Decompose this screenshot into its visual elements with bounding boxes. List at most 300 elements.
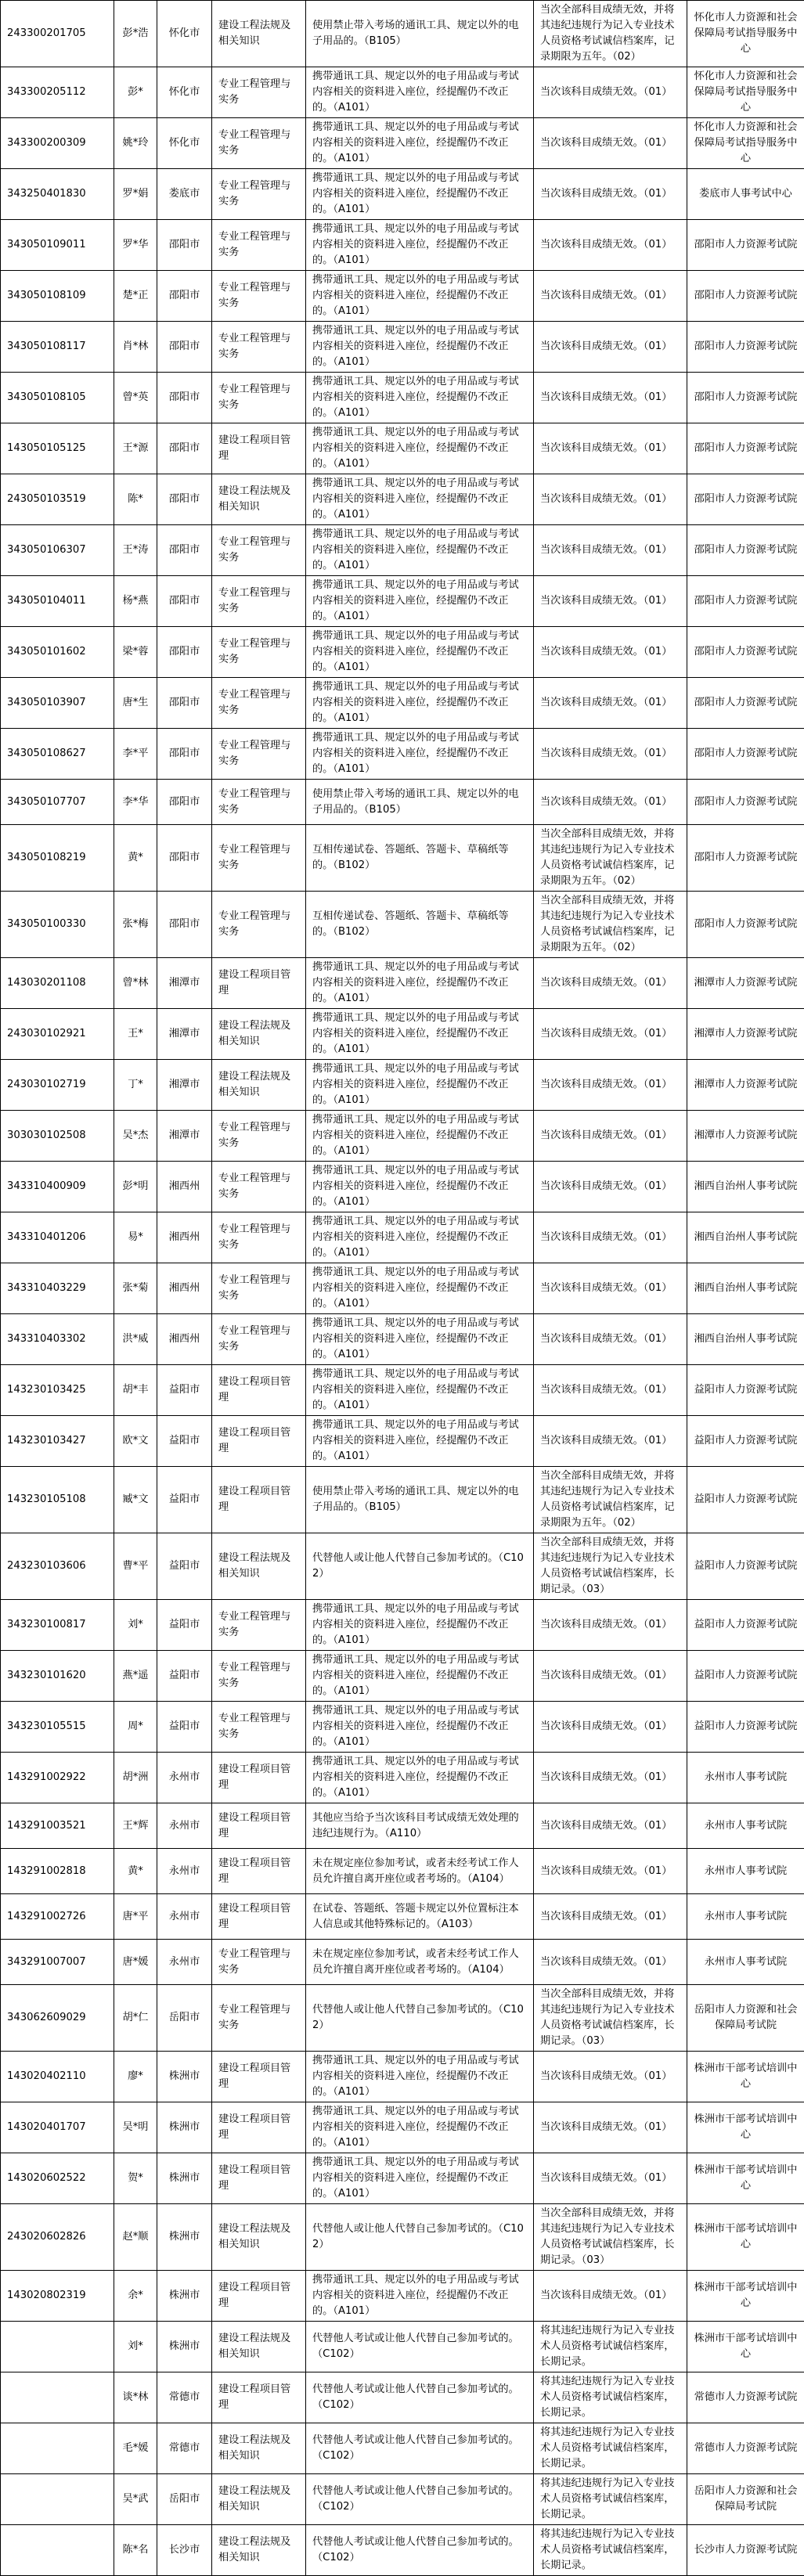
subject-cell: 专业工程管理与实务 [212, 271, 306, 322]
exam-id-cell: 343310401206 [1, 1212, 114, 1263]
table-row [1, 1753, 804, 1803]
exam-id-cell: 143020402110 [1, 2052, 114, 2102]
table-row [1, 2271, 804, 2322]
exam-authority-cell: 邵阳市人力资源考试院 [687, 220, 804, 271]
table-row [1, 678, 804, 729]
city-cell: 怀化市 [157, 67, 212, 118]
exam-authority-cell: 岳阳市人力资源和社会保障局考试院 [687, 2474, 804, 2525]
table-row [1, 2525, 804, 2576]
exam-authority-cell: 怀化市人力资源和社会保障局考试指导服务中心 [687, 1, 804, 67]
exam-id-cell: 343310403302 [1, 1314, 114, 1365]
violation-cell: 使用禁止带入考场的通讯工具、规定以外的电子用品的。（B105） [306, 780, 534, 825]
violation-cell: 携带通讯工具、规定以外的电子用品或与考试内容相关的资料进入座位，经提醒仍不改正的。（A101） [306, 67, 534, 118]
violation-cell: 在试卷、答题纸、答题卡规定以外位置标注本人信息或其他特殊标记的。（A103） [306, 1894, 534, 1940]
table-row [1, 2102, 804, 2153]
exam-id-cell [1, 2423, 114, 2474]
violation-cell: 互相传递试卷、答题纸、答题卡、草稿纸等的。（B102） [306, 892, 534, 958]
subject-cell: 专业工程管理与实务 [212, 1162, 306, 1212]
subject-cell: 专业工程管理与实务 [212, 525, 306, 576]
table-row [1, 2372, 804, 2423]
violation-cell: 代替他人或让他人代替自己参加考试的。（C102） [306, 1985, 534, 2052]
violation-cell: 携带通讯工具、规定以外的电子用品或与考试内容相关的资料进入座位，经提醒仍不改正的。（A101） [306, 576, 534, 627]
table-row [1, 220, 804, 271]
subject-cell: 建设工程项目管理 [212, 1849, 306, 1894]
exam-authority-cell: 怀化市人力资源和社会保障局考试指导服务中心 [687, 67, 804, 118]
city-cell: 益阳市 [157, 1651, 212, 1702]
exam-authority-cell: 湘潭市人力资源考试院 [687, 1009, 804, 1060]
penalty-cell: 当次该科目成绩无效。（01） [534, 1894, 687, 1940]
violation-cell: 携带通讯工具、规定以外的电子用品或与考试内容相关的资料进入座位，经提醒仍不改正的。（A101） [306, 1263, 534, 1314]
candidate-name-cell: 王*涛 [114, 525, 157, 576]
exam-id-cell: 243050103519 [1, 474, 114, 525]
penalty-cell: 当次该科目成绩无效。（01） [534, 1162, 687, 1212]
candidate-name-cell: 黄* [114, 825, 157, 892]
table-row [1, 322, 804, 373]
table-row [1, 892, 804, 958]
violation-cell: 携带通讯工具、规定以外的电子用品或与考试内容相关的资料进入座位，经提醒仍不改正的。（A101） [306, 169, 534, 220]
subject-cell: 专业工程管理与实务 [212, 1940, 306, 1985]
subject-cell: 专业工程管理与实务 [212, 1600, 306, 1651]
violation-cell: 代替他人考试或让他人代替自己参加考试的。（C102） [306, 2372, 534, 2423]
city-cell: 株洲市 [157, 2204, 212, 2271]
violation-cell: 使用禁止带入考场的通讯工具、规定以外的电子用品的。（B105） [306, 1, 534, 67]
exam-authority-cell: 益阳市人力资源考试院 [687, 1651, 804, 1702]
table-row [1, 958, 804, 1009]
exam-authority-cell: 永州市人事考试院 [687, 1803, 804, 1849]
exam-authority-cell: 株洲市干部考试培训中心 [687, 2204, 804, 2271]
table-row [1, 1009, 804, 1060]
city-cell: 株洲市 [157, 2052, 212, 2102]
penalty-cell: 将其违纪违规行为记入专业技术人员资格考试诚信档案库，长期记录。 [534, 2525, 687, 2576]
table-row [1, 1600, 804, 1651]
exam-authority-cell: 邵阳市人力资源考试院 [687, 892, 804, 958]
candidate-name-cell: 陈*名 [114, 2525, 157, 2576]
subject-cell: 建设工程法规及相关知识 [212, 1060, 306, 1111]
violation-cell: 携带通讯工具、规定以外的电子用品或与考试内容相关的资料进入座位，经提醒仍不改正的。（A101） [306, 1111, 534, 1162]
table-row [1, 373, 804, 423]
candidate-name-cell: 王*源 [114, 423, 157, 474]
table-row [1, 1212, 804, 1263]
table-row [1, 780, 804, 825]
candidate-name-cell: 肖*林 [114, 322, 157, 373]
candidate-name-cell: 彭*明 [114, 1162, 157, 1212]
exam-id-cell [1, 2322, 114, 2372]
violation-cell: 携带通讯工具、规定以外的电子用品或与考试内容相关的资料进入座位，经提醒仍不改正的。（A101） [306, 678, 534, 729]
penalty-cell: 当次该科目成绩无效。（01） [534, 1651, 687, 1702]
penalty-cell: 当次全部科目成绩无效，并将其违纪违规行为记入专业技术人员资格考试诚信档案库，记录期限为五年。（02） [534, 1, 687, 67]
city-cell: 邵阳市 [157, 576, 212, 627]
city-cell: 益阳市 [157, 1702, 212, 1753]
table-row [1, 1702, 804, 1753]
table-row [1, 1365, 804, 1416]
subject-cell: 建设工程法规及相关知识 [212, 2322, 306, 2372]
candidate-name-cell: 吴*杰 [114, 1111, 157, 1162]
subject-cell: 专业工程管理与实务 [212, 1651, 306, 1702]
table-row [1, 1940, 804, 1985]
penalty-cell: 当次全部科目成绩无效，并将其违纪违规行为记入专业技术人员资格考试诚信档案库，记录期限为五年。（02） [534, 825, 687, 892]
violation-cell: 代替他人考试或让他人代替自己参加考试的。（C102） [306, 2474, 534, 2525]
exam-authority-cell: 益阳市人力资源考试院 [687, 1702, 804, 1753]
exam-id-cell: 143291002818 [1, 1849, 114, 1894]
exam-id-cell [1, 2525, 114, 2576]
candidate-name-cell: 罗*华 [114, 220, 157, 271]
city-cell: 益阳市 [157, 1600, 212, 1651]
subject-cell: 专业工程管理与实务 [212, 373, 306, 423]
table-row [1, 118, 804, 169]
candidate-name-cell: 陈* [114, 474, 157, 525]
exam-authority-cell: 株洲市干部考试培训中心 [687, 2271, 804, 2322]
penalty-cell: 当次该科目成绩无效。（01） [534, 525, 687, 576]
violation-cell: 携带通讯工具、规定以外的电子用品或与考试内容相关的资料进入座位，经提醒仍不改正的。（A101） [306, 1162, 534, 1212]
city-cell: 邵阳市 [157, 271, 212, 322]
city-cell: 怀化市 [157, 118, 212, 169]
exam-authority-cell: 常德市人力资源考试院 [687, 2423, 804, 2474]
subject-cell: 专业工程管理与实务 [212, 1985, 306, 2052]
candidate-name-cell: 刘* [114, 1600, 157, 1651]
candidate-name-cell: 彭* [114, 67, 157, 118]
violations-table-body [1, 1, 804, 2576]
exam-authority-cell: 益阳市人力资源考试院 [687, 1533, 804, 1600]
violation-cell: 代替他人考试或让他人代替自己参加考试的。（C102） [306, 2423, 534, 2474]
city-cell: 长沙市 [157, 2525, 212, 2576]
exam-id-cell: 343050103907 [1, 678, 114, 729]
penalty-cell: 当次该科目成绩无效。（01） [534, 678, 687, 729]
subject-cell: 建设工程法规及相关知识 [212, 1, 306, 67]
candidate-name-cell: 罗*娟 [114, 169, 157, 220]
candidate-name-cell: 唐*媛 [114, 1940, 157, 1985]
penalty-cell: 当次该科目成绩无效。（01） [534, 627, 687, 678]
penalty-cell: 当次全部科目成绩无效，并将其违纪违规行为记入专业技术人员资格考试诚信档案库，长期记录。（03） [534, 2204, 687, 2271]
penalty-cell: 当次该科目成绩无效。（01） [534, 2052, 687, 2102]
violation-cell: 使用禁止带入考场的通讯工具、规定以外的电子用品的。（B105） [306, 1467, 534, 1533]
exam-id-cell: 243230103606 [1, 1533, 114, 1600]
exam-id-cell: 343050100330 [1, 892, 114, 958]
violation-cell: 携带通讯工具、规定以外的电子用品或与考试内容相关的资料进入座位，经提醒仍不改正的。（A101） [306, 1702, 534, 1753]
penalty-cell: 当次该科目成绩无效。（01） [534, 271, 687, 322]
subject-cell: 专业工程管理与实务 [212, 892, 306, 958]
city-cell: 常德市 [157, 2423, 212, 2474]
penalty-cell: 当次全部科目成绩无效，并将其违纪违规行为记入专业技术人员资格考试诚信档案库，长期记录。（03） [534, 1533, 687, 1600]
exam-authority-cell: 湘西自治州人事考试院 [687, 1212, 804, 1263]
subject-cell: 专业工程管理与实务 [212, 1212, 306, 1263]
exam-authority-cell: 永州市人事考试院 [687, 1849, 804, 1894]
subject-cell: 专业工程管理与实务 [212, 1702, 306, 1753]
exam-authority-cell: 湘潭市人力资源考试院 [687, 1060, 804, 1111]
violation-cell: 携带通讯工具、规定以外的电子用品或与考试内容相关的资料进入座位，经提醒仍不改正的。（A101） [306, 1060, 534, 1111]
violation-cell: 携带通讯工具、规定以外的电子用品或与考试内容相关的资料进入座位，经提醒仍不改正的。（A101） [306, 1753, 534, 1803]
subject-cell: 建设工程法规及相关知识 [212, 1533, 306, 1600]
exam-id-cell: 343300200309 [1, 118, 114, 169]
city-cell: 邵阳市 [157, 892, 212, 958]
candidate-name-cell: 曾*英 [114, 373, 157, 423]
table-row [1, 1467, 804, 1533]
exam-id-cell: 143230103427 [1, 1416, 114, 1467]
exam-id-cell: 143291003521 [1, 1803, 114, 1849]
penalty-cell: 当次该科目成绩无效。（01） [534, 1009, 687, 1060]
exam-id-cell: 143291002726 [1, 1894, 114, 1940]
exam-id-cell: 143030201108 [1, 958, 114, 1009]
city-cell: 永州市 [157, 1849, 212, 1894]
subject-cell: 专业工程管理与实务 [212, 825, 306, 892]
candidate-name-cell: 周* [114, 1702, 157, 1753]
exam-id-cell: 343230100817 [1, 1600, 114, 1651]
exam-authority-cell: 邵阳市人力资源考试院 [687, 322, 804, 373]
penalty-cell: 当次该科目成绩无效。（01） [534, 423, 687, 474]
violation-cell: 携带通讯工具、规定以外的电子用品或与考试内容相关的资料进入座位，经提醒仍不改正的。（A101） [306, 271, 534, 322]
exam-id-cell: 143020401707 [1, 2102, 114, 2153]
violation-cell: 未在规定座位参加考试，或者未经考试工作人员允许擅自离开座位或者考场的。（A104） [306, 1940, 534, 1985]
subject-cell: 建设工程法规及相关知识 [212, 2204, 306, 2271]
subject-cell: 专业工程管理与实务 [212, 322, 306, 373]
candidate-name-cell: 李*平 [114, 729, 157, 780]
subject-cell: 专业工程管理与实务 [212, 118, 306, 169]
penalty-cell: 当次该科目成绩无效。（01） [534, 1803, 687, 1849]
candidate-name-cell: 王* [114, 1009, 157, 1060]
subject-cell: 建设工程法规及相关知识 [212, 2474, 306, 2525]
city-cell: 邵阳市 [157, 373, 212, 423]
exam-authority-cell: 邵阳市人力资源考试院 [687, 271, 804, 322]
subject-cell: 建设工程项目管理 [212, 958, 306, 1009]
table-row [1, 1314, 804, 1365]
subject-cell: 专业工程管理与实务 [212, 678, 306, 729]
table-row [1, 2153, 804, 2204]
candidate-name-cell: 刘* [114, 2322, 157, 2372]
exam-id-cell: 343050106307 [1, 525, 114, 576]
exam-id-cell: 143050105125 [1, 423, 114, 474]
table-row [1, 169, 804, 220]
candidate-name-cell: 曾*林 [114, 958, 157, 1009]
city-cell: 株洲市 [157, 2271, 212, 2322]
exam-authority-cell: 邵阳市人力资源考试院 [687, 627, 804, 678]
violation-cell: 未在规定座位参加考试，或者未经考试工作人员允许擅自离开座位或者考场的。（A104） [306, 1849, 534, 1894]
city-cell: 益阳市 [157, 1416, 212, 1467]
exam-authority-cell: 怀化市人力资源和社会保障局考试指导服务中心 [687, 118, 804, 169]
exam-authority-cell: 邵阳市人力资源考试院 [687, 423, 804, 474]
city-cell: 湘潭市 [157, 1111, 212, 1162]
candidate-name-cell: 王*辉 [114, 1803, 157, 1849]
candidate-name-cell: 梁*蓉 [114, 627, 157, 678]
exam-id-cell: 343050109011 [1, 220, 114, 271]
candidate-name-cell: 易* [114, 1212, 157, 1263]
violation-cell: 携带通讯工具、规定以外的电子用品或与考试内容相关的资料进入座位，经提醒仍不改正的。（A101） [306, 525, 534, 576]
exam-authority-cell: 邵阳市人力资源考试院 [687, 525, 804, 576]
subject-cell: 建设工程项目管理 [212, 2102, 306, 2153]
subject-cell: 专业工程管理与实务 [212, 67, 306, 118]
table-row [1, 729, 804, 780]
city-cell: 湘潭市 [157, 1009, 212, 1060]
city-cell: 永州市 [157, 1894, 212, 1940]
penalty-cell: 当次该科目成绩无效。（01） [534, 1314, 687, 1365]
violation-cell: 携带通讯工具、规定以外的电子用品或与考试内容相关的资料进入座位，经提醒仍不改正的。（A101） [306, 423, 534, 474]
city-cell: 邵阳市 [157, 220, 212, 271]
candidate-name-cell: 胡*洲 [114, 1753, 157, 1803]
subject-cell: 建设工程法规及相关知识 [212, 2525, 306, 2576]
penalty-cell: 当次该科目成绩无效。（01） [534, 2102, 687, 2153]
violation-cell: 代替他人或让他人代替自己参加考试的。（C102） [306, 1533, 534, 1600]
exam-id-cell: 343050104011 [1, 576, 114, 627]
subject-cell: 专业工程管理与实务 [212, 576, 306, 627]
city-cell: 湘潭市 [157, 958, 212, 1009]
violation-cell: 代替他人或让他人代替自己参加考试的。（C102） [306, 2204, 534, 2271]
exam-id-cell: 343050108219 [1, 825, 114, 892]
exam-id-cell: 343310400909 [1, 1162, 114, 1212]
table-row [1, 1849, 804, 1894]
city-cell: 邵阳市 [157, 474, 212, 525]
violation-cell: 携带通讯工具、规定以外的电子用品或与考试内容相关的资料进入座位，经提醒仍不改正的。（A101） [306, 958, 534, 1009]
subject-cell: 专业工程管理与实务 [212, 729, 306, 780]
exam-id-cell: 343050108105 [1, 373, 114, 423]
candidate-name-cell: 毛*媛 [114, 2423, 157, 2474]
exam-authority-cell: 株洲市干部考试培训中心 [687, 2052, 804, 2102]
candidate-name-cell: 胡*丰 [114, 1365, 157, 1416]
subject-cell: 专业工程管理与实务 [212, 220, 306, 271]
exam-authority-cell: 益阳市人力资源考试院 [687, 1467, 804, 1533]
exam-authority-cell: 永州市人事考试院 [687, 1940, 804, 1985]
penalty-cell: 当次该科目成绩无效。（01） [534, 729, 687, 780]
exam-id-cell: 243030102719 [1, 1060, 114, 1111]
exam-id-cell: 343230101620 [1, 1651, 114, 1702]
subject-cell: 建设工程项目管理 [212, 1753, 306, 1803]
candidate-name-cell: 洪*威 [114, 1314, 157, 1365]
candidate-name-cell: 吴*明 [114, 2102, 157, 2153]
table-row [1, 474, 804, 525]
candidate-name-cell: 张*梅 [114, 892, 157, 958]
city-cell: 邵阳市 [157, 525, 212, 576]
candidate-name-cell: 廖* [114, 2052, 157, 2102]
table-row [1, 1416, 804, 1467]
exam-id-cell: 343050108117 [1, 322, 114, 373]
city-cell: 永州市 [157, 1753, 212, 1803]
penalty-cell: 当次该科目成绩无效。（01） [534, 958, 687, 1009]
subject-cell: 建设工程项目管理 [212, 1803, 306, 1849]
penalty-cell: 当次全部科目成绩无效，并将其违纪违规行为记入专业技术人员资格考试诚信档案库，记录期限为五年。（02） [534, 892, 687, 958]
city-cell: 邵阳市 [157, 729, 212, 780]
exam-id-cell: 243030102921 [1, 1009, 114, 1060]
candidate-name-cell: 欧*文 [114, 1416, 157, 1467]
penalty-cell: 当次该科目成绩无效。（01） [534, 1416, 687, 1467]
candidate-name-cell: 谈*林 [114, 2372, 157, 2423]
exam-id-cell: 143230105108 [1, 1467, 114, 1533]
table-row [1, 1060, 804, 1111]
subject-cell: 专业工程管理与实务 [212, 780, 306, 825]
city-cell: 岳阳市 [157, 2474, 212, 2525]
table-row [1, 67, 804, 118]
exam-authority-cell: 长沙市人力资源考试院 [687, 2525, 804, 2576]
exam-authority-cell: 邵阳市人力资源考试院 [687, 474, 804, 525]
penalty-cell: 当次该科目成绩无效。（01） [534, 373, 687, 423]
exam-authority-cell: 湘潭市人力资源考试院 [687, 958, 804, 1009]
exam-authority-cell: 益阳市人力资源考试院 [687, 1600, 804, 1651]
subject-cell: 专业工程管理与实务 [212, 627, 306, 678]
violation-cell: 携带通讯工具、规定以外的电子用品或与考试内容相关的资料进入座位，经提醒仍不改正的。（A101） [306, 1416, 534, 1467]
table-row [1, 1, 804, 67]
penalty-cell: 将其违纪违规行为记入专业技术人员资格考试诚信档案库，长期记录。 [534, 2423, 687, 2474]
city-cell: 湘西州 [157, 1212, 212, 1263]
exam-id-cell [1, 2372, 114, 2423]
table-row [1, 271, 804, 322]
violation-cell: 携带通讯工具、规定以外的电子用品或与考试内容相关的资料进入座位，经提醒仍不改正的。（A101） [306, 627, 534, 678]
violation-cell: 携带通讯工具、规定以外的电子用品或与考试内容相关的资料进入座位，经提醒仍不改正的。（A101） [306, 2102, 534, 2153]
exam-authority-cell: 湘西自治州人事考试院 [687, 1263, 804, 1314]
violation-cell: 携带通讯工具、规定以外的电子用品或与考试内容相关的资料进入座位，经提醒仍不改正的。（A101） [306, 1009, 534, 1060]
exam-authority-cell: 邵阳市人力资源考试院 [687, 373, 804, 423]
candidate-name-cell: 曹*平 [114, 1533, 157, 1600]
subject-cell: 建设工程项目管理 [212, 2271, 306, 2322]
city-cell: 湘西州 [157, 1314, 212, 1365]
subject-cell: 专业工程管理与实务 [212, 1263, 306, 1314]
violation-cell: 携带通讯工具、规定以外的电子用品或与考试内容相关的资料进入座位，经提醒仍不改正的。（A101） [306, 1314, 534, 1365]
exam-authority-cell: 湘潭市人力资源考试院 [687, 1111, 804, 1162]
city-cell: 娄底市 [157, 169, 212, 220]
table-row [1, 1111, 804, 1162]
exam-id-cell: 343050107707 [1, 780, 114, 825]
table-row [1, 2204, 804, 2271]
exam-authority-cell: 株洲市干部考试培训中心 [687, 2102, 804, 2153]
violation-cell: 携带通讯工具、规定以外的电子用品或与考试内容相关的资料进入座位，经提醒仍不改正的。（A101） [306, 1365, 534, 1416]
penalty-cell: 当次该科目成绩无效。（01） [534, 576, 687, 627]
subject-cell: 建设工程法规及相关知识 [212, 1009, 306, 1060]
penalty-cell: 当次该科目成绩无效。（01） [534, 780, 687, 825]
city-cell: 益阳市 [157, 1365, 212, 1416]
penalty-cell: 当次该科目成绩无效。（01） [534, 67, 687, 118]
city-cell: 永州市 [157, 1940, 212, 1985]
city-cell: 邵阳市 [157, 678, 212, 729]
exam-id-cell: 343062609029 [1, 1985, 114, 2052]
candidate-name-cell: 唐*平 [114, 1894, 157, 1940]
penalty-cell: 当次该科目成绩无效。（01） [534, 1263, 687, 1314]
exam-authority-cell: 湘西自治州人事考试院 [687, 1162, 804, 1212]
city-cell: 怀化市 [157, 1, 212, 67]
exam-id-cell: 143230103425 [1, 1365, 114, 1416]
table-row [1, 525, 804, 576]
candidate-name-cell: 臧*文 [114, 1467, 157, 1533]
violation-cell: 携带通讯工具、规定以外的电子用品或与考试内容相关的资料进入座位，经提醒仍不改正的。（A101） [306, 220, 534, 271]
exam-authority-cell: 株洲市干部考试培训中心 [687, 2322, 804, 2372]
violation-cell: 其他应当给予当次该科目考试成绩无效处理的违纪违规行为。（A110） [306, 1803, 534, 1849]
subject-cell: 专业工程管理与实务 [212, 169, 306, 220]
exam-id-cell: 343300205112 [1, 67, 114, 118]
table-row [1, 576, 804, 627]
exam-authority-cell: 永州市人事考试院 [687, 1753, 804, 1803]
candidate-name-cell: 张*菊 [114, 1263, 157, 1314]
violation-cell: 代替他人考试或让他人代替自己参加考试的。（C102） [306, 2322, 534, 2372]
table-row [1, 1894, 804, 1940]
exam-id-cell: 343050101602 [1, 627, 114, 678]
violation-cell: 互相传递试卷、答题纸、答题卡、草稿纸等的。（B102） [306, 825, 534, 892]
exam-authority-cell: 岳阳市人力资源和社会保障局考试院 [687, 1985, 804, 2052]
table-row [1, 2423, 804, 2474]
penalty-cell: 当次该科目成绩无效。（01） [534, 474, 687, 525]
candidate-name-cell: 吴*武 [114, 2474, 157, 2525]
exam-id-cell: 343250401830 [1, 169, 114, 220]
candidate-name-cell: 燕*遥 [114, 1651, 157, 1702]
penalty-cell: 当次该科目成绩无效。（01） [534, 1753, 687, 1803]
city-cell: 邵阳市 [157, 627, 212, 678]
exam-id-cell [1, 2474, 114, 2525]
candidate-name-cell: 余* [114, 2271, 157, 2322]
exam-id-cell: 243300201705 [1, 1, 114, 67]
penalty-cell: 当次该科目成绩无效。（01） [534, 1111, 687, 1162]
violation-cell: 代替他人考试或让他人代替自己参加考试的。（C102） [306, 2525, 534, 2576]
city-cell: 常德市 [157, 2372, 212, 2423]
city-cell: 邵阳市 [157, 423, 212, 474]
violation-cell: 携带通讯工具、规定以外的电子用品或与考试内容相关的资料进入座位，经提醒仍不改正的。（A101） [306, 1651, 534, 1702]
penalty-cell: 当次该科目成绩无效。（01） [534, 2271, 687, 2322]
penalty-cell: 将其违纪违规行为记入专业技术人员资格考试诚信档案库，长期记录。 [534, 2322, 687, 2372]
penalty-cell: 当次该科目成绩无效。（01） [534, 1702, 687, 1753]
exam-authority-cell: 娄底市人事考试中心 [687, 169, 804, 220]
penalty-cell: 当次该科目成绩无效。（01） [534, 1849, 687, 1894]
